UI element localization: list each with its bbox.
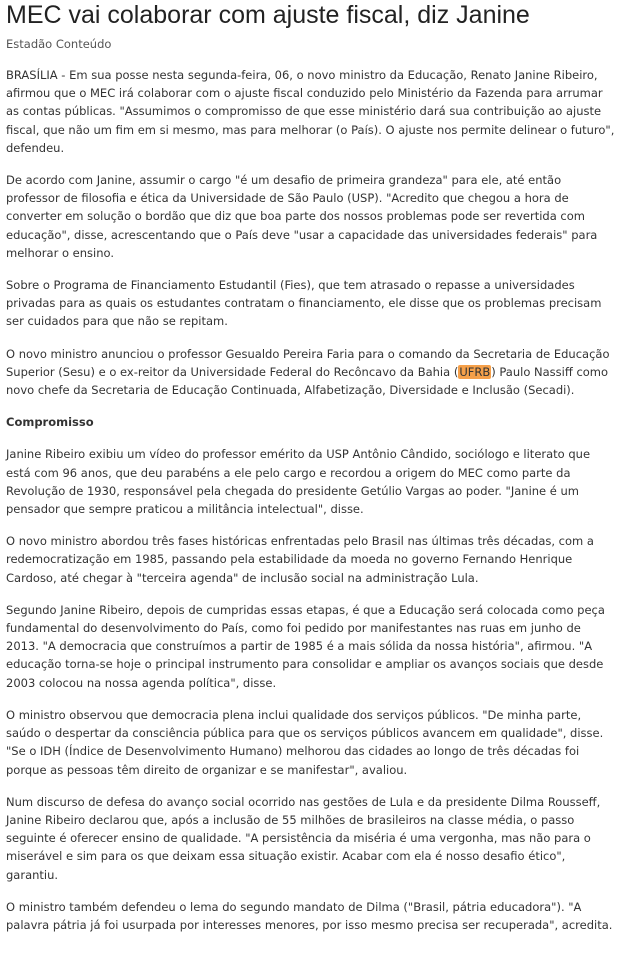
section-subheading: Compromisso: [6, 415, 94, 430]
paragraph-4-text-before: O novo ministro anunciou o professor Gesualdo Pereira Faria para o comando da Secretaria de Educação Superior (Sesu) e o ex-reitor da Universidade Federal do Recôncavo da Bahia (: [6, 346, 610, 379]
paragraph-4: [6, 345, 616, 400]
paragraph-10: O ministro também defendeu o lema do segundo mandato de Dilma ("Brasil, pátria educadora"). "A palavra pátria já foi usurpada por interesses menores, por isso mesmo precisa ser recuperada", acredita.: [6, 899, 613, 932]
paragraph-8: O ministro observou que democracia plena inclui qualidade dos serviços públicos. "De minha parte, saúdo o despertar da consciência pública para que os serviços públicos avancem em qualidade", disse. "Se o IDH (Índice de Desenvolvimento Humano) melhorou das cidades ao longo de três décadas foi porque as pessoas têm direito de organizar e se manifestar", avaliou.: [6, 707, 604, 777]
highlighted-term: UFRB: [459, 364, 491, 379]
paragraph-7: Segundo Janine Ribeiro, depois de cumpridas essas etapas, é que a Educação será colocada como peça fundamental do desenvolvimento do País, como foi pedido por manifestantes nas ruas em junho de 2013. "A democracia que construímos a partir de 1985 é a mais sólida da nossa história", afirmou. "A educação torna-se hoje o principal instrumento para consolidar e ampliar os avanços sociais que desde 2003 colocou na nossa agenda política", disse.: [6, 602, 605, 690]
paragraph-4-text-after: ) Paulo Nassiff como novo chefe da Secretaria de Educação Continuada, Alfabetização, Diversidade e Inclusão (Secadi).: [6, 364, 609, 398]
article-title: MEC vai colaborar com ajuste fiscal, diz Janine: [6, 1, 530, 29]
paragraph-9: Num discurso de defesa do avanço social ocorrido nas gestões de Lula e da presidente Dilma Rousseff, Janine Ribeiro declarou que, após a inclusão de 55 milhões de brasileiros na classe média, o passo seguinte é oferecer ensino de qualidade. "A persistência da miséria é uma vergonha, mas não para o miserável e sim para os que deixam essa situação existir. Acabar com ela é nosso desafio ético", garantiu.: [6, 794, 601, 882]
article-source: Estadão Conteúdo: [6, 37, 112, 51]
article-body: [6, 66, 616, 934]
paragraph-6: O novo ministro abordou três fases históricas enfrentadas pelo Brasil nas últimas três décadas, com a redemocratização em 1985, passando pela estabilidade da moeda no governo Fernando Henrique Cardoso, até chegar à "terceira agenda" de inclusão social na administração Lula.: [6, 534, 594, 585]
paragraph-2: De acordo com Janine, assumir o cargo "é um desafio de primeira grandeza" para ele, até então professor de filosofia e ética da Universidade de São Paulo (USP). "Acredito que chegou a hora de converter em solução o bordão que diz que boa parte dos nossos problemas pode ser revertida com educação", disse, acrescentando que o País deve "usar a capacidade das universidades federais" para melhorar o ensino.: [6, 173, 598, 260]
paragraph-3: Sobre o Programa de Financiamento Estudantil (Fies), que tem atrasado o repasse a universidades privadas para as quais os estudantes contratam o financiamento, ele disse que os problemas precisam ser cuidados para que não se repitam.: [6, 278, 602, 329]
paragraph-5: Janine Ribeiro exibiu um vídeo do professor emérito da USP Antônio Cândido, sociólogo e literato que está com 96 anos, que deu parabéns a ele pelo cargo e recordou a origem do MEC como parte da Revolução de 1930, responsável pela chegada do presidente Getúlio Vargas ao poder. "Janine é um pensador que sempre praticou a militância intelectual", disse.: [6, 447, 591, 517]
paragraph-1: BRASÍLIA - Em sua posse nesta segunda-feira, 06, o novo ministro da Educação, Renato Janine Ribeiro, afirmou que o MEC irá colaborar com o ajuste fiscal conduzido pelo Ministério da Fazenda para arrumar as contas públicas. "Assumimos o compromisso de que esse ministério dará sua contribuição ao ajuste fiscal, que não um fim em si mesmo, mas para melhorar (o País). O ajuste nos permite delinear o futuro", defendeu.: [6, 68, 615, 155]
